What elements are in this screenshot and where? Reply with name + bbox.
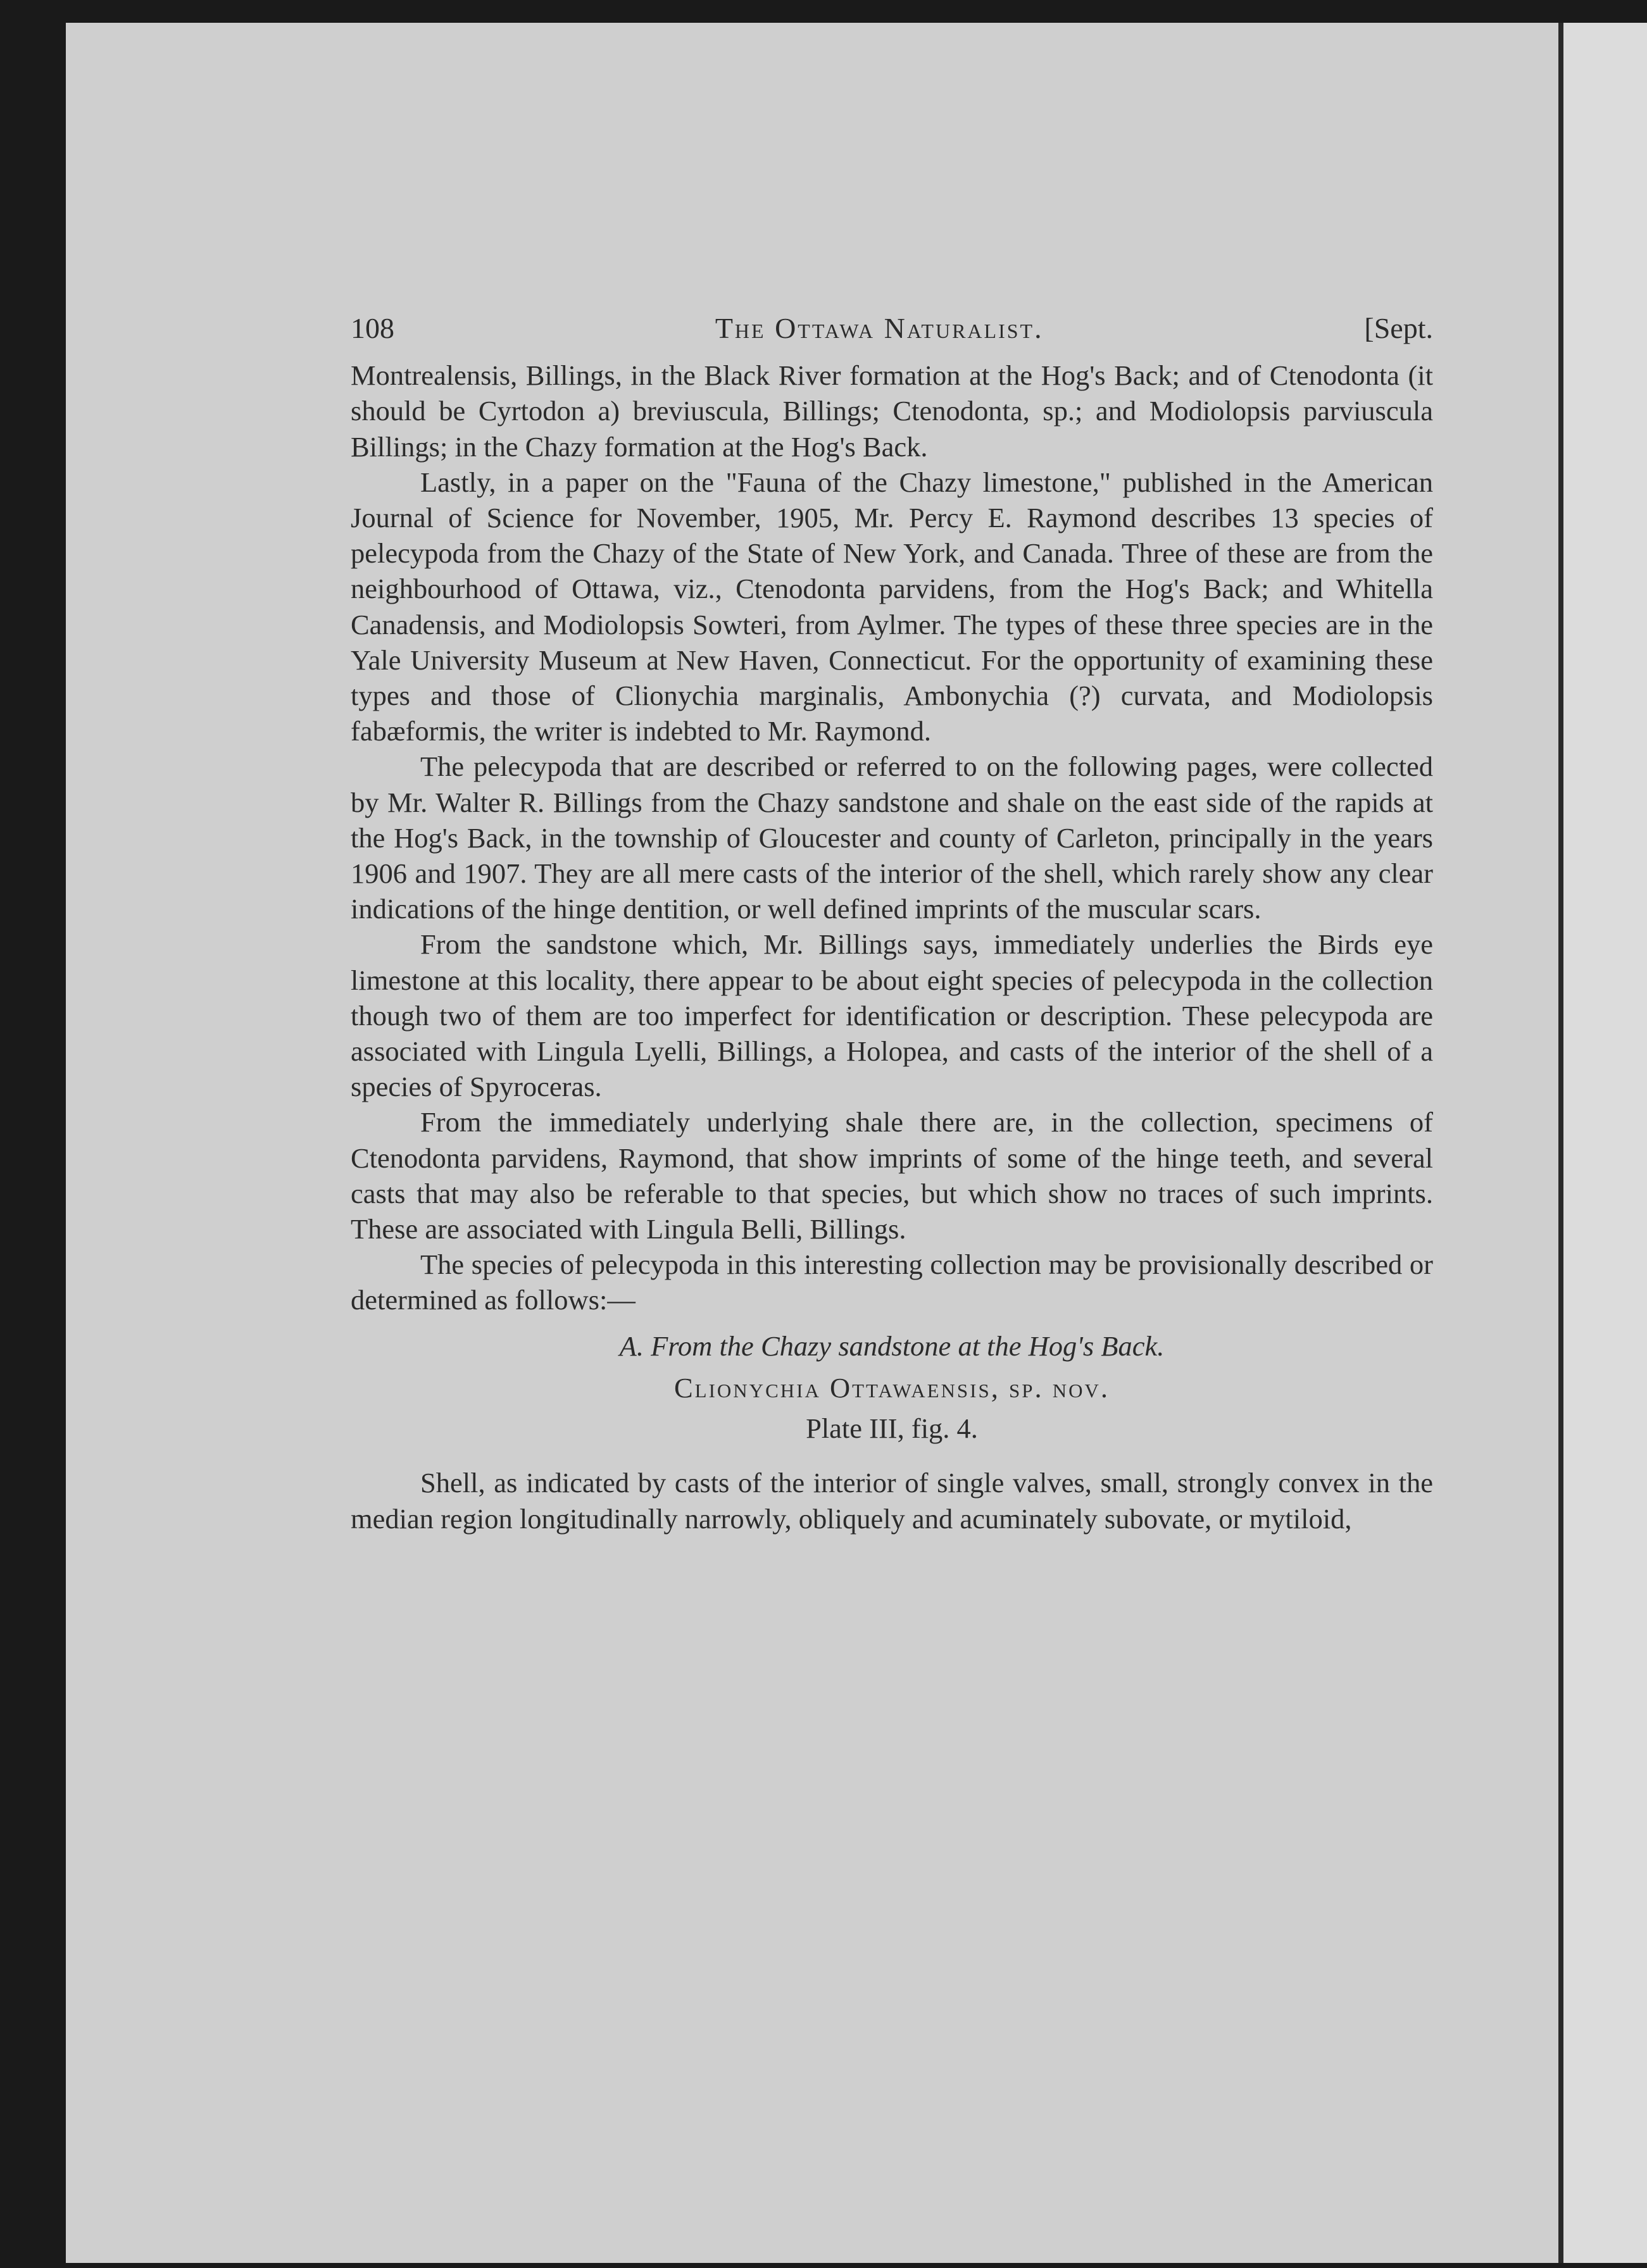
running-head bbox=[351, 311, 1433, 346]
page-number: 108 bbox=[351, 312, 394, 344]
journal-title: The Ottawa Naturalist. bbox=[715, 312, 1044, 344]
species-description: Shell, as indicated by casts of the interior of single valves, small, strongly convex in the median region longitudinally narrowly, obliquely and acuminately subovate, or mytiloid, bbox=[351, 1467, 1433, 1535]
issue-month: [Sept. bbox=[1364, 312, 1433, 344]
paragraph-species-intro: The species of pelecypoda in this interesting collection may be provisionally described or determined as follows:— bbox=[351, 1249, 1433, 1316]
facing-page-edge bbox=[1563, 23, 1647, 2263]
paragraph-continuation: Montrealensis, Billings, in the Black River formation at the Hog's Back; and of Ctenodonta (it should be Cyrtodon a) breviuscula, Billings; Ctenodonta, sp.; and Modiolopsis parviuscula Billings; in the Chazy formation at the Hog's Back. bbox=[351, 359, 1433, 463]
species-heading: Clionychia Ottawaensis, sp. nov. bbox=[673, 1371, 1110, 1404]
paragraph-collection: The pelecypoda that are described or referred to on the following pages, were collected by Mr. Walter R. Billings from the Chazy sandstone and shale on the east side of the rapids at the Hog's Back, in the township of Gloucester and county of Carleton, principally in the years 1906 and 1907. They are all mere casts of the interior of the shell, which rarely show any clear indications of the hinge dentition, or well defined imprints of the muscular scars. bbox=[351, 751, 1433, 925]
section-heading: A. From the Chazy sandstone at the Hog's Back. bbox=[619, 1330, 1165, 1362]
text-column bbox=[351, 311, 1433, 1536]
paragraph-sandstone: From the sandstone which, Mr. Billings says, immediately underlies the Birds eye limestone at this locality, there appear to be about eight species of pelecypoda in the collection though two of them are too imperfect for identification or description. These pelecypoda are associated with Lingula Lyelli, Billings, a Holopea, and casts of the interior of the shell of a species of Spyroceras. bbox=[351, 928, 1433, 1103]
plate-reference: Plate III, fig. 4. bbox=[806, 1412, 978, 1445]
paragraph-raymond-paper: Lastly, in a paper on the "Fauna of the Chazy limestone," published in the American Journal of Science for November, 1905, Mr. Percy E. Raymond describes 13 species of pelecypoda from the Chazy of the State of New York, and Canada. Three of these are from the neighbourhood of Ottawa, viz., Ctenodonta parvidens, from the Hog's Back; and Whitella Canadensis, and Modiolopsis Sowteri, from Aylmer. The types of these three species are in the Yale University Museum at New Haven, Connecticut. For the opportunity of examining these types and those of Clionychia marginalis, Ambonychia (?) curvata, and Modiolopsis fabæformis, the writer is indebted to Mr. Raymond. bbox=[351, 466, 1433, 747]
paragraph-shale: From the immediately underlying shale there are, in the collection, specimens of Ctenodonta parvidens, Raymond, that show imprints of some of the hinge teeth, and several casts that may also be referable to that species, but which show no traces of such imprints. These are associated with Lingula Belli, Billings. bbox=[351, 1106, 1433, 1245]
page-scan bbox=[66, 23, 1563, 2263]
